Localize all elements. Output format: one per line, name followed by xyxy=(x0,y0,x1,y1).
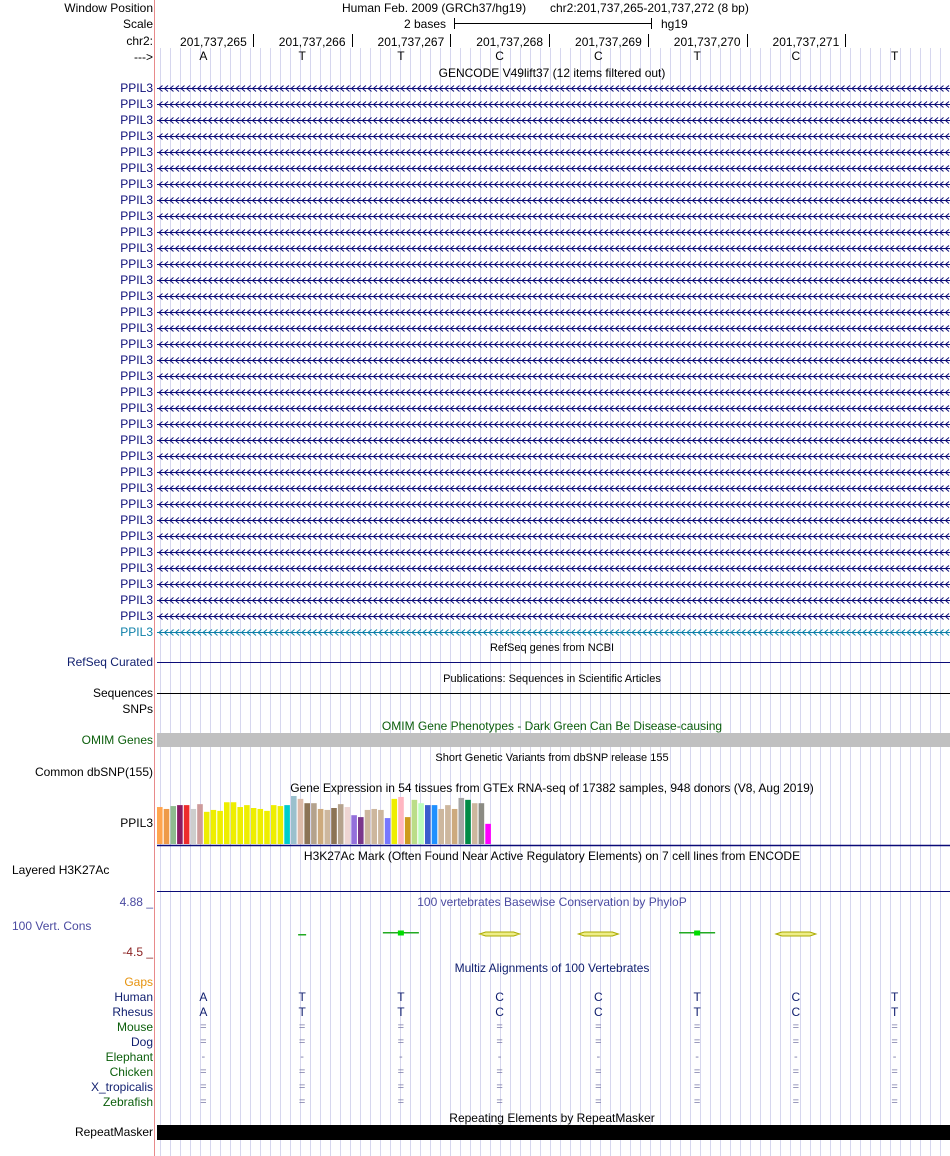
gtex-tissue-bar xyxy=(392,799,398,844)
gtex-tissue-bar xyxy=(217,811,223,844)
scale-bar-right-tick xyxy=(651,18,652,29)
multiz-base: C xyxy=(495,990,504,1004)
gtex-tissue-bar xyxy=(264,811,270,844)
gtex-tissue-bar xyxy=(358,817,364,844)
gencode-track-title: GENCODE V49lift37 (12 items filtered out) xyxy=(438,66,666,80)
gene-label-ppil3[interactable]: PPIL3 xyxy=(120,433,153,447)
gtex-expression-bars[interactable] xyxy=(157,796,950,848)
multiz-base: = xyxy=(298,1096,306,1108)
gene-transcript-ppil3[interactable] xyxy=(157,275,950,285)
multiz-species-label[interactable]: Elephant xyxy=(105,1050,153,1064)
multiz-base: = xyxy=(397,1066,405,1078)
coordinate-tick xyxy=(747,34,748,47)
phylop-wiggle[interactable] xyxy=(157,920,950,948)
gene-transcript-ppil3[interactable] xyxy=(157,531,950,541)
gtex-tissue-bar xyxy=(432,805,438,844)
gene-transcript-ppil3[interactable] xyxy=(157,547,950,557)
gtex-tissue-bar xyxy=(459,798,465,844)
gtex-tissue-bar xyxy=(405,817,411,844)
gene-transcript-ppil3[interactable] xyxy=(157,579,950,589)
gene-label-ppil3[interactable]: PPIL3 xyxy=(120,417,153,431)
gtex-tissue-bar xyxy=(258,809,264,844)
scale-label: Scale xyxy=(122,17,153,31)
base-letter: A xyxy=(199,49,208,63)
strand-label: ---> xyxy=(134,50,153,64)
assembly-text: Human Feb. 2009 (GRCh37/hg19) xyxy=(342,1,527,15)
refseq-track-title: RefSeq genes from NCBI xyxy=(489,642,615,654)
gene-label-ppil3[interactable]: PPIL3 xyxy=(120,561,153,575)
coordinate-tick xyxy=(352,34,353,47)
gtex-tissue-bar xyxy=(378,810,384,844)
coordinate-tick-label: 201,737,269 xyxy=(575,35,642,49)
phylop-score-mark xyxy=(480,932,520,936)
multiz-base: A xyxy=(199,990,208,1004)
gtex-tissue-bar xyxy=(412,800,418,844)
gtex-tissue-bar xyxy=(291,796,297,844)
gene-transcript-ppil3[interactable] xyxy=(157,115,950,125)
publications-track-title: Publications: Sequences in Scientific Articles xyxy=(443,673,661,685)
gene-label-ppil3[interactable]: PPIL3 xyxy=(120,401,153,415)
repeatmasker-feature[interactable] xyxy=(157,1125,950,1140)
multiz-base: T xyxy=(693,990,701,1004)
repeatmasker-track-label[interactable]: RepeatMasker xyxy=(74,1125,153,1139)
gtex-tissue-bar xyxy=(418,803,424,844)
phylop-score-peak xyxy=(398,931,404,936)
repeatmasker-track-title: Repeating Elements by RepeatMasker xyxy=(449,1111,655,1125)
scale-bar xyxy=(454,23,652,24)
gene-label-ppil3[interactable]: PPIL3 xyxy=(120,161,153,175)
refseq-feature-line[interactable] xyxy=(157,662,950,663)
gene-transcript-ppil3[interactable] xyxy=(157,467,950,477)
multiz-base: - xyxy=(201,1051,206,1063)
gene-label-ppil3[interactable]: PPIL3 xyxy=(120,241,153,255)
gene-transcript-ppil3[interactable] xyxy=(157,595,950,605)
gene-label-ppil3[interactable]: PPIL3 xyxy=(120,609,153,623)
multiz-track-title: Multiz Alignments of 100 Vertebrates xyxy=(454,961,650,975)
multiz-base: = xyxy=(200,1066,207,1078)
multiz-base: = xyxy=(792,1036,800,1048)
coordinate-tick xyxy=(845,34,846,47)
gene-label-ppil3[interactable]: PPIL3 xyxy=(120,385,153,399)
multiz-base: = xyxy=(595,1081,602,1093)
multiz-base: T xyxy=(693,1005,701,1019)
snps-track-label[interactable]: SNPs xyxy=(122,702,153,716)
gene-label-ppil3[interactable]: PPIL3 xyxy=(120,545,153,559)
gene-transcript-ppil3[interactable] xyxy=(157,179,950,189)
coordinate-tick-label: 201,737,268 xyxy=(476,35,543,49)
gtex-tissue-bar xyxy=(170,806,176,844)
gtex-tissue-bar xyxy=(331,808,337,844)
gtex-tissue-bar xyxy=(425,805,431,844)
multiz-base: = xyxy=(595,1096,602,1108)
base-letter: C xyxy=(495,49,504,63)
multiz-base: - xyxy=(892,1051,897,1063)
multiz-base: A xyxy=(199,1005,208,1019)
multiz-base: = xyxy=(496,1081,503,1093)
gtex-tissue-bar xyxy=(465,800,471,844)
gene-transcript-ppil3[interactable] xyxy=(157,211,950,221)
gene-label-ppil3[interactable]: PPIL3 xyxy=(120,449,153,463)
multiz-base: - xyxy=(399,1051,403,1063)
gene-transcript-ppil3[interactable] xyxy=(157,99,950,109)
gene-label-ppil3[interactable]: PPIL3 xyxy=(120,177,153,191)
gene-label-ppil3[interactable]: PPIL3 xyxy=(120,145,153,159)
gene-label-ppil3[interactable]: PPIL3 xyxy=(120,225,153,239)
multiz-base: = xyxy=(792,1096,800,1108)
multiz-base: = xyxy=(397,1096,405,1108)
gene-label-ppil3[interactable]: PPIL3 xyxy=(120,353,153,367)
multiz-base: T xyxy=(298,990,306,1004)
gene-label-ppil3[interactable]: PPIL3 xyxy=(120,593,153,607)
gene-transcript-ppil3[interactable] xyxy=(157,355,950,365)
multiz-base: = xyxy=(891,1066,898,1078)
coordinate-tick-label: 201,737,270 xyxy=(673,35,741,49)
multiz-base: = xyxy=(693,1021,701,1033)
multiz-base: C xyxy=(495,1005,504,1019)
gene-label-ppil3[interactable]: PPIL3 xyxy=(120,529,153,543)
gene-transcript-ppil3[interactable] xyxy=(157,419,950,429)
dbsnp-track-title: Short Genetic Variants from dbSNP release 155 xyxy=(435,752,669,764)
gene-transcript-ppil3[interactable] xyxy=(157,147,950,157)
gtex-tissue-bar xyxy=(298,799,304,844)
base-letter: T xyxy=(890,49,899,63)
gtex-tissue-bar xyxy=(485,824,491,844)
gene-label-ppil3[interactable]: PPIL3 xyxy=(120,257,153,271)
multiz-base: = xyxy=(200,1096,207,1108)
gene-transcript-ppil3[interactable] xyxy=(157,323,950,333)
scale-bar-left-tick xyxy=(454,18,455,29)
multiz-species-label[interactable]: X_tropicalis xyxy=(90,1080,153,1094)
gene-label-ppil3[interactable]: PPIL3 xyxy=(120,273,153,287)
gene-transcript-ppil3[interactable] xyxy=(157,163,950,173)
gtex-tissue-bar xyxy=(164,809,170,844)
publications-feature-line[interactable] xyxy=(157,693,950,694)
multiz-base: = xyxy=(891,1081,898,1093)
phylop-score-mark xyxy=(578,932,618,936)
coordinate-tick-label: 201,737,267 xyxy=(377,35,445,49)
multiz-base: C xyxy=(791,1005,801,1019)
gene-transcript-ppil3[interactable] xyxy=(157,131,950,141)
db-text: hg19 xyxy=(661,17,688,31)
gtex-tissue-bar xyxy=(278,806,284,844)
base-letter: T xyxy=(298,49,306,63)
gene-label-ppil3[interactable]: PPIL3 xyxy=(120,513,153,527)
gene-label-ppil3[interactable]: PPIL3 xyxy=(120,625,153,639)
phylop-track-label[interactable]: 100 Vert. Cons xyxy=(12,919,92,933)
multiz-species-label[interactable]: Mouse xyxy=(116,1020,153,1034)
multiz-base: = xyxy=(891,1021,898,1033)
multiz-base: = xyxy=(298,1081,306,1093)
multiz-base: T xyxy=(397,1005,405,1019)
omim-track-label[interactable]: OMIM Genes xyxy=(81,733,153,747)
gene-transcript-ppil3[interactable] xyxy=(157,387,950,397)
multiz-base: = xyxy=(693,1036,701,1048)
gene-transcript-ppil3[interactable] xyxy=(157,403,950,413)
multiz-species-label[interactable]: Dog xyxy=(130,1035,153,1049)
gene-transcript-ppil3[interactable] xyxy=(157,227,950,237)
coordinate-tick-label: 201,737,266 xyxy=(278,35,346,49)
multiz-base: = xyxy=(298,1036,306,1048)
gtex-tissue-bar xyxy=(345,807,351,844)
coordinate-tick xyxy=(253,34,254,47)
gtex-tissue-bar xyxy=(231,802,237,844)
multiz-gaps-label[interactable]: Gaps xyxy=(124,975,153,989)
multiz-base: = xyxy=(891,1096,898,1108)
multiz-base: = xyxy=(792,1066,800,1078)
coordinate-tick-label: 201,737,271 xyxy=(772,35,840,49)
phylop-score-mark xyxy=(298,934,306,936)
multiz-base: T xyxy=(890,990,899,1004)
gtex-tissue-bar xyxy=(351,815,357,844)
gene-transcript-ppil3[interactable] xyxy=(157,291,950,301)
gene-transcript-ppil3[interactable] xyxy=(157,371,950,381)
gtex-tissue-bar xyxy=(472,803,478,844)
gtex-tissue-bar xyxy=(157,807,163,844)
phylop-min-label: -4.5 _ xyxy=(122,945,153,959)
gene-label-ppil3[interactable]: PPIL3 xyxy=(120,497,153,511)
gene-label-ppil3[interactable]: PPIL3 xyxy=(120,97,153,111)
scale-text: 2 bases xyxy=(404,17,447,31)
gtex-tissue-bar xyxy=(325,810,331,844)
multiz-base: - xyxy=(300,1051,304,1063)
gtex-tissue-bar xyxy=(184,805,190,844)
coordinate-tick xyxy=(648,34,649,47)
gene-label-ppil3[interactable]: PPIL3 xyxy=(120,321,153,335)
multiz-base: = xyxy=(693,1066,701,1078)
gtex-tissue-bar xyxy=(445,805,451,844)
multiz-base: = xyxy=(298,1021,306,1033)
gtex-tissue-bar xyxy=(371,809,377,844)
multiz-base: = xyxy=(693,1096,701,1108)
base-letter: C xyxy=(791,49,801,63)
gene-transcript-ppil3[interactable] xyxy=(157,611,950,621)
gtex-tissue-bar xyxy=(271,805,277,844)
gene-transcript-ppil3[interactable] xyxy=(157,83,950,93)
phylop-score-peak xyxy=(694,931,700,936)
base-letter: C xyxy=(594,49,603,63)
position-text: chr2:201,737,265-201,737,272 (8 bp) xyxy=(550,1,749,15)
multiz-base: C xyxy=(594,1005,603,1019)
gtex-tissue-bar xyxy=(211,810,217,844)
multiz-base: T xyxy=(397,990,405,1004)
gtex-tissue-bar xyxy=(204,812,210,844)
multiz-base: = xyxy=(200,1021,207,1033)
gene-transcript-ppil3[interactable] xyxy=(157,259,950,269)
multiz-base: - xyxy=(695,1051,699,1063)
gene-label-ppil3[interactable]: PPIL3 xyxy=(120,465,153,479)
gtex-tissue-bar xyxy=(284,805,290,844)
gtex-track-title: Gene Expression in 54 tissues from GTEx RNA-seq of 17382 samples, 948 donors (V8, Aug 2019) xyxy=(290,781,814,795)
gtex-track-label[interactable]: PPIL3 xyxy=(120,816,153,830)
gene-transcript-ppil3[interactable] xyxy=(157,499,950,509)
multiz-base: = xyxy=(792,1081,800,1093)
multiz-base: = xyxy=(298,1066,306,1078)
multiz-base: T xyxy=(890,1005,899,1019)
multiz-base: = xyxy=(595,1021,602,1033)
multiz-base: = xyxy=(397,1081,405,1093)
gene-label-ppil3[interactable]: PPIL3 xyxy=(120,209,153,223)
multiz-base: = xyxy=(595,1066,602,1078)
gene-transcript-ppil3[interactable] xyxy=(157,307,950,317)
multiz-base: = xyxy=(496,1021,503,1033)
multiz-base: = xyxy=(496,1036,503,1048)
omim-track-title: OMIM Gene Phenotypes - Dark Green Can Be Disease-causing xyxy=(381,719,723,733)
h3k27ac-track-label[interactable]: Layered H3K27Ac xyxy=(12,863,110,877)
multiz-base: = xyxy=(693,1081,701,1093)
gtex-tissue-bar xyxy=(438,809,444,844)
multiz-base: - xyxy=(794,1051,798,1063)
gene-label-ppil3[interactable]: PPIL3 xyxy=(120,337,153,351)
multiz-base: = xyxy=(496,1066,503,1078)
gtex-tissue-bar xyxy=(398,797,404,844)
gene-label-ppil3[interactable]: PPIL3 xyxy=(120,113,153,127)
gtex-tissue-bar xyxy=(338,804,344,844)
gene-label-ppil3[interactable]: PPIL3 xyxy=(120,481,153,495)
gene-transcript-ppil3[interactable] xyxy=(157,451,950,461)
refseq-track-label[interactable]: RefSeq Curated xyxy=(66,655,153,669)
multiz-species-label[interactable]: Rhesus xyxy=(112,1005,153,1019)
chrom-label: chr2: xyxy=(126,34,153,48)
phylop-score-mark xyxy=(776,932,816,936)
gene-label-ppil3[interactable]: PPIL3 xyxy=(120,577,153,591)
gtex-tissue-bar xyxy=(197,804,203,844)
coordinate-tick xyxy=(549,34,550,47)
gene-transcript-ppil3[interactable] xyxy=(157,563,950,573)
multiz-base: = xyxy=(200,1081,207,1093)
gene-label-ppil3[interactable]: PPIL3 xyxy=(120,305,153,319)
gene-label-ppil3[interactable]: PPIL3 xyxy=(120,81,153,95)
gene-label-ppil3[interactable]: PPIL3 xyxy=(120,129,153,143)
dbsnp-track-label[interactable]: Common dbSNP(155) xyxy=(34,765,153,779)
coordinate-tick xyxy=(450,34,451,47)
gtex-tissue-bar xyxy=(304,803,310,844)
gene-transcript-ppil3[interactable] xyxy=(157,627,950,637)
h3k27ac-baseline xyxy=(157,891,950,892)
gene-label-ppil3[interactable]: PPIL3 xyxy=(120,289,153,303)
gtex-tissue-bar xyxy=(177,805,183,844)
multiz-species-label[interactable]: Human xyxy=(114,990,153,1004)
gtex-tissue-bar xyxy=(318,809,324,844)
gtex-tissue-bar xyxy=(365,810,371,844)
multiz-species-label[interactable]: Zebrafish xyxy=(102,1095,153,1109)
gene-label-ppil3[interactable]: PPIL3 xyxy=(120,369,153,383)
multiz-base: = xyxy=(891,1036,898,1048)
gtex-tissue-bar xyxy=(385,818,391,844)
gtex-tissue-bar xyxy=(191,809,197,844)
multiz-base: = xyxy=(397,1036,405,1048)
base-letter: T xyxy=(397,49,405,63)
gtex-tissue-bar xyxy=(244,805,250,844)
base-letter: T xyxy=(693,49,701,63)
gene-transcript-ppil3[interactable] xyxy=(157,483,950,493)
gtex-tissue-bar xyxy=(224,802,230,844)
multiz-base: = xyxy=(595,1036,602,1048)
gene-transcript-ppil3[interactable] xyxy=(157,515,950,525)
multiz-base: T xyxy=(298,1005,306,1019)
gene-label-ppil3[interactable]: PPIL3 xyxy=(120,193,153,207)
gtex-tissue-bar xyxy=(237,807,243,844)
multiz-base: C xyxy=(791,990,801,1004)
phylop-track-title: 100 vertebrates Basewise Conservation by PhyloP xyxy=(417,895,687,909)
h3k27ac-track-title: H3K27Ac Mark (Often Found Near Active Regulatory Elements) on 7 cell lines from ENCODE xyxy=(303,849,801,863)
gene-transcript-ppil3[interactable] xyxy=(157,435,950,445)
gtex-tissue-bar xyxy=(311,803,317,844)
gene-transcript-ppil3[interactable] xyxy=(157,243,950,253)
multiz-base: = xyxy=(792,1021,800,1033)
multiz-species-label[interactable]: Chicken xyxy=(109,1065,153,1079)
multiz-base: C xyxy=(594,990,603,1004)
gene-transcript-ppil3[interactable] xyxy=(157,195,950,205)
gtex-tissue-bar xyxy=(251,808,257,844)
coordinate-tick-label: 201,737,265 xyxy=(180,35,247,49)
window-position-label: Window Position xyxy=(64,1,153,15)
multiz-base: = xyxy=(397,1021,405,1033)
gtex-tissue-bar xyxy=(452,809,458,844)
omim-feature[interactable] xyxy=(157,733,950,747)
multiz-base: - xyxy=(497,1051,502,1063)
gene-transcript-ppil3[interactable] xyxy=(157,339,950,349)
multiz-base: = xyxy=(200,1036,207,1048)
gtex-tissue-bar xyxy=(479,803,485,844)
phylop-max-label: 4.88 _ xyxy=(119,895,153,909)
multiz-base: = xyxy=(496,1096,503,1108)
multiz-base: - xyxy=(596,1051,601,1063)
publications-track-label[interactable]: Sequences xyxy=(92,686,153,700)
